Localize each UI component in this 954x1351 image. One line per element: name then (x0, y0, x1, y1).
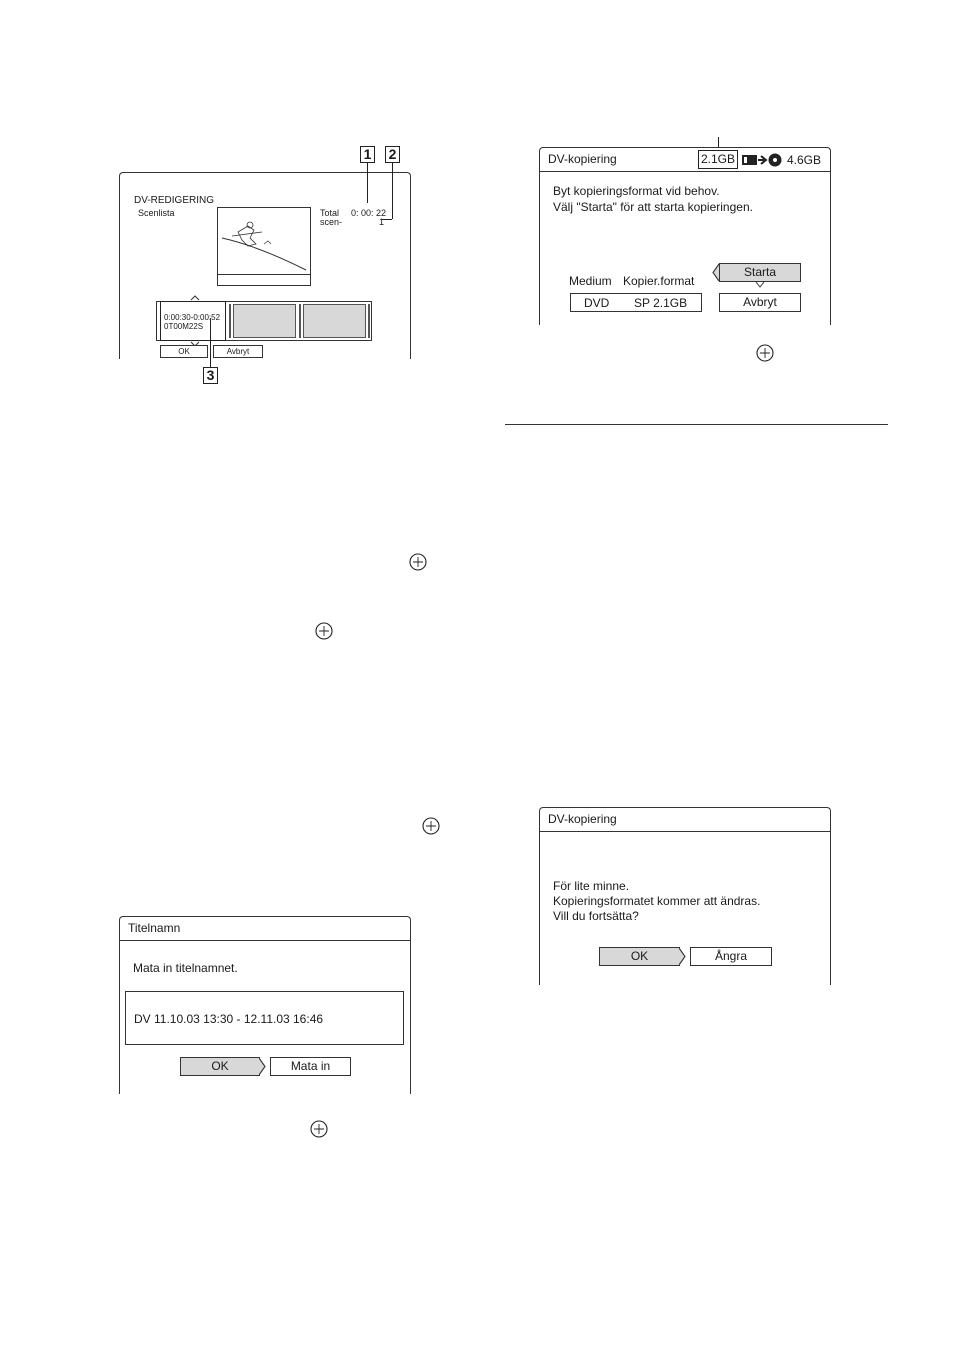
up-arrow-icon (190, 295, 200, 301)
down-arrow-icon (755, 282, 765, 288)
disc-icon (768, 153, 782, 167)
scene-list-label: Scenlista (138, 208, 175, 218)
size-needed: 2.1GB (700, 152, 736, 166)
scene-thumb-selected[interactable] (160, 301, 226, 341)
dv-copy-warning-titlebar (540, 808, 830, 832)
dv-edit-title: DV-REDIGERING (134, 195, 215, 206)
title-name-prompt: Mata in titelnamnet. (133, 961, 238, 975)
callout-1: 1 (360, 146, 375, 163)
enter-button-icon (315, 622, 333, 640)
title-name-input[interactable] (125, 991, 404, 1045)
cancel-button[interactable]: Avbryt (719, 293, 801, 312)
scene-thumb[interactable] (303, 304, 366, 338)
ok-button[interactable]: OK (599, 947, 680, 966)
title-name-titlebar (120, 917, 410, 941)
dv-copy-title: DV-kopiering (548, 152, 617, 166)
size-needed-box (698, 150, 738, 169)
enter-button-icon (409, 553, 427, 571)
format-label: Kopier.format (623, 274, 695, 288)
medium-label: Medium (569, 274, 612, 288)
preview-image (218, 208, 310, 274)
dv-copy-line2: Välj "Starta" för att starta kopieringen. (553, 200, 753, 214)
dv-copy-screen (539, 147, 831, 325)
callout-3: 3 (203, 367, 218, 384)
format-value: SP 2.1GB (634, 296, 688, 310)
ok-button[interactable]: OK (160, 345, 208, 358)
total-label: Total (320, 208, 340, 218)
clip-duration: 0T00M22S (164, 322, 204, 331)
cancel-button[interactable]: Avbryt (213, 345, 263, 358)
preview-window (217, 207, 311, 286)
enter-button-icon (756, 344, 774, 362)
callout-2: 2 (385, 146, 400, 163)
dv-copy-warning-screen (539, 807, 831, 985)
total-value: 0: 00: 22 (351, 208, 387, 218)
title-name-screen (119, 916, 411, 1094)
scene-thumb[interactable] (233, 304, 296, 338)
clip-time: 0:00:30-0:00:52 (164, 313, 221, 322)
selection-pointer-icon (679, 947, 687, 966)
warning-line2: Kopieringsformatet kommer att ändras. (553, 894, 761, 908)
warning-line1: För lite minne. (553, 879, 630, 893)
dv-copy-warning-title: DV-kopiering (548, 812, 617, 826)
enter-text-button[interactable]: Mata in (270, 1057, 351, 1076)
start-button[interactable]: Starta (719, 263, 801, 282)
dv-tape-icon (742, 154, 758, 166)
scene-label: scen- (320, 217, 343, 227)
enter-button-icon (422, 817, 440, 835)
ok-button[interactable]: OK (180, 1057, 260, 1076)
warning-line3: Vill du fortsätta? (553, 909, 639, 923)
section-divider (505, 424, 888, 425)
selection-pointer-icon (259, 1057, 267, 1076)
title-name-value: DV 11.10.03 13:30 - 12.11.03 16:46 (134, 1012, 324, 1026)
size-free: 4.6GB (787, 153, 822, 167)
scene-value: 1 (379, 217, 385, 227)
dv-copy-line1: Byt kopieringsformat vid behov. (553, 184, 720, 198)
enter-button-icon (310, 1120, 328, 1138)
format-selector[interactable] (570, 293, 702, 312)
medium-value: DVD (584, 296, 610, 310)
arrow-right-icon (758, 154, 768, 166)
title-name-title: Titelnamn (128, 921, 181, 935)
undo-button[interactable]: Ångra (690, 947, 772, 966)
